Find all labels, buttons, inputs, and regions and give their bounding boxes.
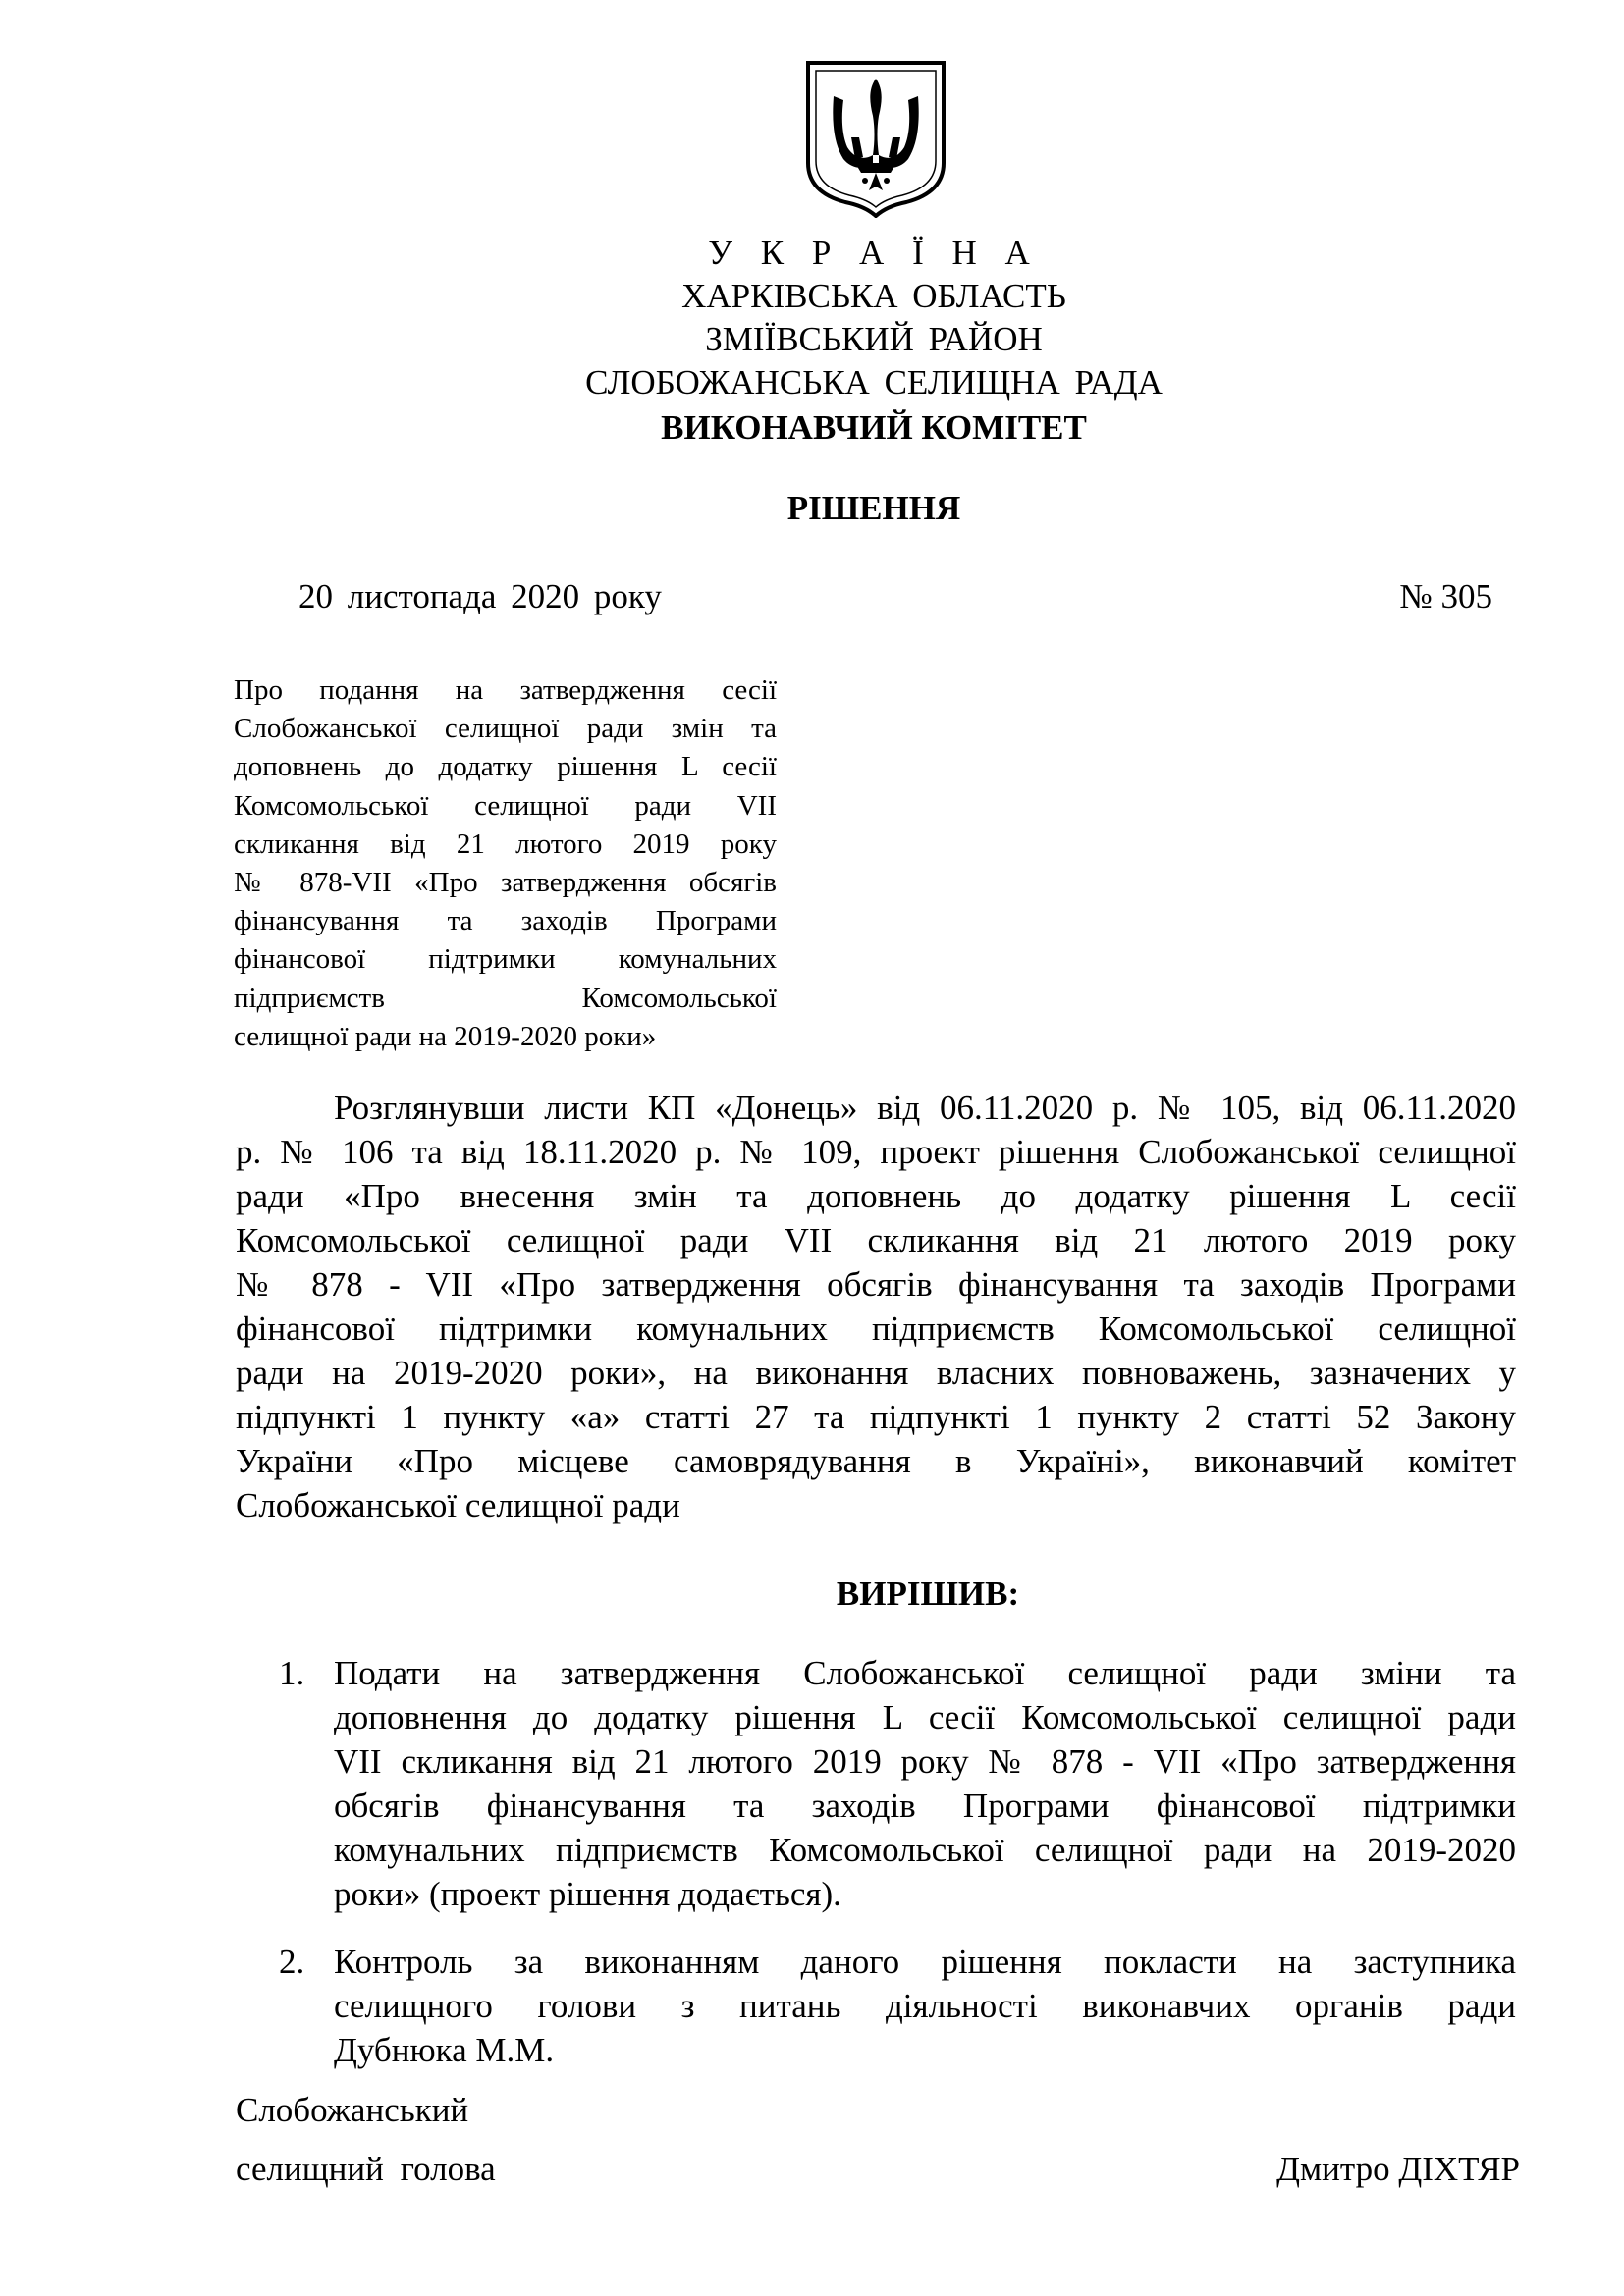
preamble-line: Слобожанської селищної ради bbox=[236, 1486, 680, 1524]
document-date: 20 листопада 2020 року bbox=[298, 577, 662, 615]
preamble-line: р. № 106 та від 18.11.2020 р. № 109, проект рішення Слобожанської селищної bbox=[236, 1133, 1516, 1171]
subject-line: фінансування та заходів Програми bbox=[234, 905, 777, 937]
preamble-line: Розглянувши листи КП «Донець» від 06.11.2020 р. № 105, від 06.11.2020 bbox=[334, 1089, 1516, 1127]
preamble-paragraph bbox=[236, 1086, 1516, 1527]
subject-line: Комсомольської селищної ради VII bbox=[234, 789, 777, 822]
preamble-line: № 878 - VII «Про затвердження обсягів фінансування та заходів Програми bbox=[236, 1265, 1516, 1304]
header-council: СЛОБОЖАНСЬКА СЕЛИЩНА РАДА bbox=[585, 363, 1163, 401]
decision-item bbox=[279, 1940, 1516, 2072]
item-line: Дубнюка М.М. bbox=[334, 2031, 555, 2069]
item-line: доповнення до додатку рішення L сесії Комсомольської селищної ради bbox=[334, 1698, 1516, 1736]
decision-subject bbox=[234, 671, 777, 1056]
item-line: обсягів фінансування та заходів Програми фінансової підтримки bbox=[334, 1787, 1516, 1825]
decided-heading: ВИРІШИВ: bbox=[836, 1575, 1020, 1613]
preamble-line: ради «Про внесення змін та доповнень до додатку рішення L сесії bbox=[236, 1177, 1516, 1215]
subject-line: фінансової підтримки комунальних bbox=[234, 943, 777, 976]
preamble-line: фінансової підтримки комунальних підприємств Комсомольської селищної bbox=[236, 1309, 1516, 1348]
item-line: Подати на затвердження Слобожанської селищної ради зміни та bbox=[334, 1654, 1516, 1692]
document-type-title: РІШЕННЯ bbox=[786, 489, 961, 527]
item-line: комунальних підприємств Комсомольської селищної ради на 2019-2020 bbox=[334, 1831, 1516, 1869]
document-number: № 305 bbox=[1399, 577, 1492, 615]
decision-item-text bbox=[334, 1651, 1516, 1916]
decision-item-text bbox=[334, 1940, 1516, 2072]
trident-coat-of-arms-icon bbox=[804, 61, 947, 218]
decision-item-number: 1. bbox=[279, 1654, 305, 1692]
decision-item-number: 2. bbox=[279, 1943, 305, 1981]
item-line: Контроль за виконанням даного рішення покласти на заступника bbox=[334, 1943, 1516, 1981]
signatory-title-line1: Слобожанський bbox=[236, 2091, 469, 2129]
header-country: У К Р А Ї Н А bbox=[708, 234, 1040, 272]
item-line: селищного голови з питань діяльності виконавчих органів ради bbox=[334, 1987, 1516, 2025]
header-committee: ВИКОНАВЧИЙ КОМІТЕТ bbox=[661, 408, 1087, 447]
preamble-line: України «Про місцеве самоврядування в Україні», виконавчий комітет bbox=[236, 1442, 1516, 1480]
header-region: ХАРКІВСЬКА ОБЛАСТЬ bbox=[681, 277, 1066, 315]
subject-line: доповнень до додатку рішення L сесії bbox=[234, 751, 777, 783]
subject-line: підприємств Комсомольської bbox=[234, 982, 777, 1014]
item-line: роки» (проект рішення додається). bbox=[334, 1875, 841, 1913]
decision-item bbox=[279, 1651, 1516, 1916]
subject-line: селищної ради на 2019-2020 роки» bbox=[234, 1020, 657, 1052]
preamble-line: ради на 2019-2020 роки», на виконання власних повноважень, зазначених у bbox=[236, 1354, 1516, 1392]
subject-line: Слобожанської селищної ради змін та bbox=[234, 713, 777, 745]
subject-line: № 878-VII «Про затвердження обсягів bbox=[234, 867, 777, 899]
preamble-line: підпункті 1 пункту «а» статті 27 та підпункті 1 пункту 2 статті 52 Закону bbox=[236, 1398, 1516, 1436]
item-line: VII скликання від 21 лютого 2019 року № 878 - VII «Про затвердження bbox=[334, 1742, 1516, 1781]
signatory-name: Дмитро ДІХТЯР bbox=[1276, 2150, 1520, 2188]
header-district: ЗМІЇВСЬКИЙ РАЙОН bbox=[705, 320, 1043, 358]
signatory-title-line2: селищний голова bbox=[236, 2150, 496, 2188]
subject-line: Про подання на затвердження сесії bbox=[234, 674, 777, 706]
subject-line: скликання від 21 лютого 2019 року bbox=[234, 828, 777, 860]
preamble-line: Комсомольської селищної ради VII скликання від 21 лютого 2019 року bbox=[236, 1221, 1516, 1259]
